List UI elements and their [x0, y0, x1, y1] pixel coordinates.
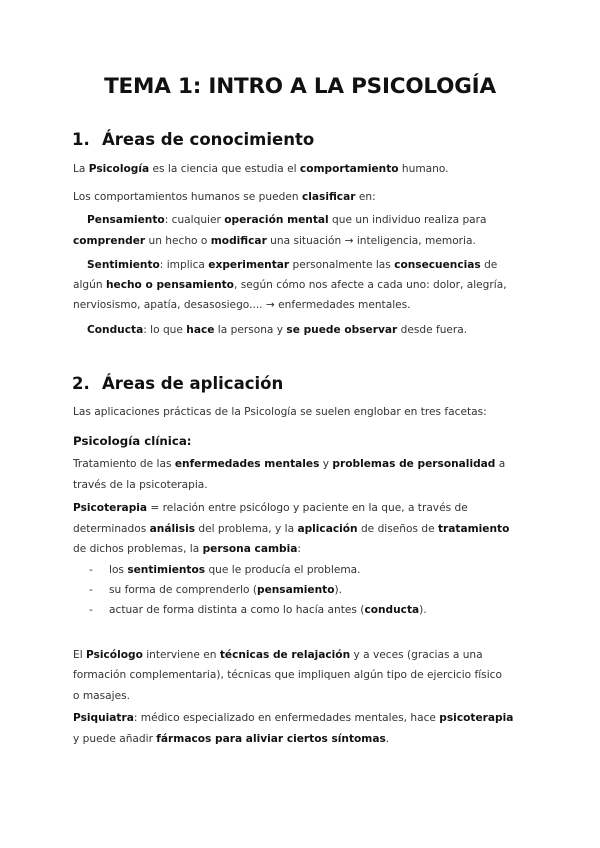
- list-item-text: [109, 584, 342, 596]
- text-run: o masajes.: [73, 690, 131, 702]
- bold-text: conducta: [364, 604, 420, 616]
- paragraph: [73, 164, 449, 175]
- paragraph: [73, 459, 505, 470]
- paragraph-psicologo-cont: [73, 691, 130, 702]
- text-run: : cualquier: [164, 214, 225, 226]
- section-title: Áreas de conocimiento: [102, 130, 315, 149]
- text-run: La: [73, 163, 89, 175]
- text-run: : médico especializado en enfermedades mentales, hace: [133, 712, 440, 724]
- text-run: ).: [334, 584, 343, 596]
- text-run: Tratamiento de las: [73, 458, 175, 470]
- bold-text: tratamiento: [437, 523, 510, 535]
- section-number: 1.: [72, 130, 90, 149]
- text-run: , según cómo nos afecte a cada uno: dolor, alegría,: [233, 279, 507, 291]
- bold-text: pensamiento: [257, 584, 335, 596]
- definition-psiquiatra: [73, 713, 513, 724]
- paragraph: [73, 407, 487, 418]
- text-run: interviene en: [142, 649, 220, 661]
- text-run: y puede añadir: [73, 733, 157, 745]
- bold-text: aplicación: [297, 523, 358, 535]
- bold-text: enfermedades mentales: [174, 458, 320, 470]
- bold-text: hecho o pensamiento: [105, 279, 234, 291]
- text-run: su forma de comprenderlo (: [109, 584, 257, 596]
- list-item: [89, 585, 342, 596]
- list-item-text: [109, 564, 361, 576]
- definition-psiquiatra-cont: [73, 734, 389, 745]
- definition-sentimiento-cont: [73, 300, 411, 311]
- definition-psicoterapia: [73, 503, 468, 514]
- text-run: un hecho o: [145, 235, 211, 247]
- paragraph-psicologo: [73, 650, 483, 661]
- text-run: humano.: [398, 163, 449, 175]
- text-run: Los comportamientos humanos se pueden: [73, 191, 302, 203]
- text-run: que le producía el problema.: [205, 564, 361, 576]
- paragraph: [73, 192, 376, 203]
- bullet-marker: -: [89, 604, 93, 616]
- bold-text: técnicas de relajación: [219, 649, 351, 661]
- text-run: algún: [73, 279, 106, 291]
- bold-text: Sentimiento: [87, 259, 160, 271]
- bold-text: Psicólogo: [86, 649, 143, 661]
- text-run: través de la psicoterapia.: [73, 479, 208, 491]
- text-run: la persona y: [214, 324, 287, 336]
- text-run: en:: [355, 191, 376, 203]
- definition-pensamiento-cont: [73, 236, 476, 247]
- text-run: a: [495, 458, 506, 470]
- definition-psicoterapia-cont: [73, 544, 301, 555]
- bold-text: hace: [186, 324, 215, 336]
- page-title: TEMA 1: INTRO A LA PSICOLOGÍA: [104, 74, 496, 99]
- bold-text: clasificar: [301, 191, 356, 203]
- paragraph-cont: [73, 480, 208, 491]
- text-run: actuar de forma distinta a como lo hacía antes (: [109, 604, 365, 616]
- text-run: de diseños de: [357, 523, 438, 535]
- text-run: y: [319, 458, 333, 470]
- text-run: Las aplicaciones prácticas de la Psicología se suelen englobar en tres facetas:: [73, 406, 487, 418]
- definition-sentimiento: [87, 260, 497, 271]
- bold-text: Pensamiento: [87, 214, 165, 226]
- text-run: determinados: [73, 523, 150, 535]
- bold-text: Psiquiatra: [73, 712, 134, 724]
- bold-text: comportamiento: [299, 163, 399, 175]
- text-run: .: [385, 733, 390, 745]
- section-title: Áreas de aplicación: [102, 374, 284, 393]
- text-run: ).: [419, 604, 427, 616]
- text-run: que un individuo realiza para: [328, 214, 487, 226]
- bold-text: fármacos para aliviar ciertos síntomas: [156, 733, 386, 745]
- bold-text: se puede observar: [286, 324, 398, 336]
- text-run: una situación → inteligencia, memoria.: [266, 235, 476, 247]
- text-run: personalmente las: [289, 259, 395, 271]
- bold-text: consecuencias: [394, 259, 481, 271]
- text-run: desde fuera.: [397, 324, 468, 336]
- bullet-marker: -: [89, 564, 93, 576]
- text-run: los: [109, 564, 128, 576]
- text-run: del problema, y la: [195, 523, 298, 535]
- definition-psicoterapia-cont: [73, 524, 509, 535]
- text-run: de dichos problemas, la: [73, 543, 203, 555]
- paragraph-psicologo-cont: [73, 670, 502, 681]
- subheading: Psicología clínica:: [73, 434, 192, 448]
- definition-conducta: [87, 325, 467, 336]
- text-run: de: [480, 259, 498, 271]
- text-run: nerviosismo, apatía, desasosiego.... → enfermedades mentales.: [73, 299, 411, 311]
- text-run: = relación entre psicólogo y paciente en la que, a través de: [147, 502, 468, 514]
- list-item: [89, 605, 427, 616]
- bold-text: análisis: [149, 523, 196, 535]
- bold-text: operación mental: [224, 214, 329, 226]
- text-run: y a veces (gracias a una: [350, 649, 483, 661]
- definition-sentimiento-cont: [73, 280, 507, 291]
- bold-text: psicoterapia: [439, 712, 514, 724]
- bold-text: persona cambia: [202, 543, 298, 555]
- list-item-text: [109, 604, 427, 616]
- section-heading-2: [72, 374, 283, 393]
- bullet-marker: -: [89, 584, 93, 596]
- section-number: 2.: [72, 374, 90, 393]
- text-run: : implica: [159, 259, 209, 271]
- definition-pensamiento: [87, 215, 487, 226]
- bold-text: Conducta: [87, 324, 144, 336]
- text-run: : lo que: [143, 324, 187, 336]
- bold-text: comprender: [73, 235, 146, 247]
- text-run: formación complementaria), técnicas que impliquen algún tipo de ejercicio físico: [73, 669, 502, 681]
- section-heading-1: [72, 130, 314, 149]
- bold-text: problemas de personalidad: [332, 458, 496, 470]
- text-run: es la ciencia que estudia el: [149, 163, 300, 175]
- bold-text: modificar: [210, 235, 267, 247]
- bold-text: experimentar: [208, 259, 290, 271]
- text-run: :: [297, 543, 301, 555]
- bold-text: sentimientos: [127, 564, 206, 576]
- bold-text: Psicología: [88, 163, 150, 175]
- bold-text: Psicoterapia: [73, 502, 148, 514]
- text-run: El: [73, 649, 87, 661]
- list-item: [89, 565, 361, 576]
